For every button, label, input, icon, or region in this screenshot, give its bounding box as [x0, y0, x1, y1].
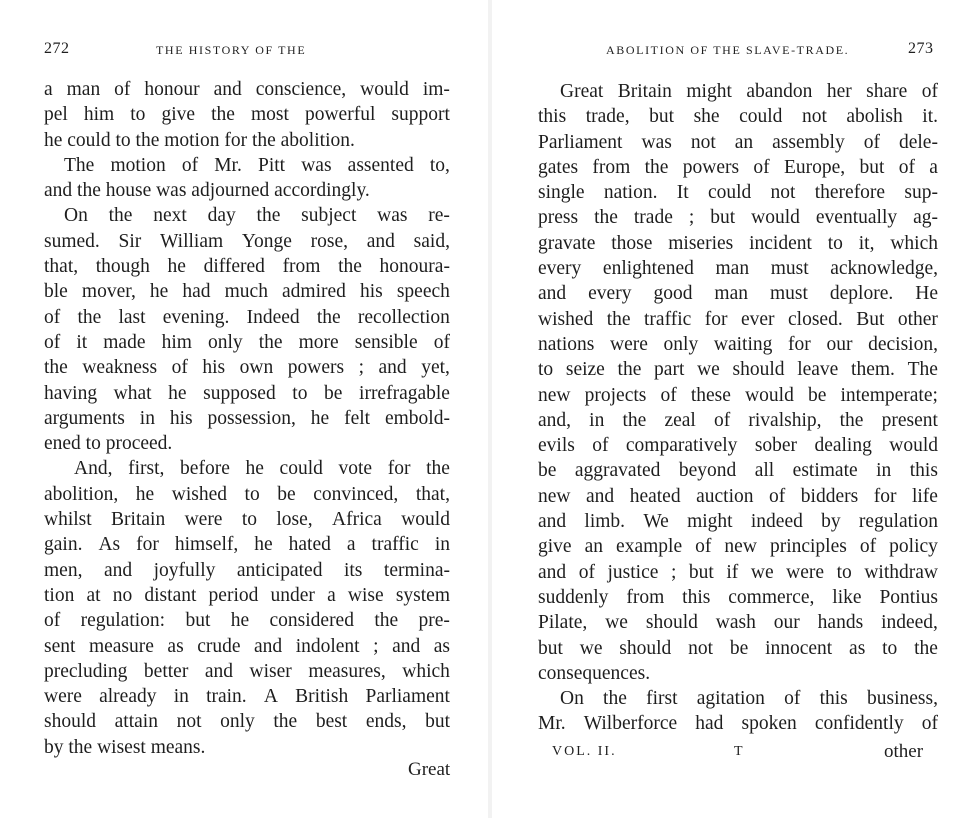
text-line: tion at no distant period under a wise system: [44, 584, 450, 606]
text-line: and of justice ; but if we were to withdraw: [538, 561, 938, 583]
text-line: gates from the powers of Europe, but of a: [538, 156, 938, 178]
text-line: he could to the motion for the abolition.: [44, 129, 355, 151]
text-line: men, and joyfully anticipated its termina-: [44, 559, 450, 581]
text-line: consequences.: [538, 662, 651, 684]
text-line: a man of honour and conscience, would im-: [44, 79, 450, 100]
page-body-text: [44, 77, 450, 760]
text-line: Pilate, we should wash our hands indeed,: [538, 612, 938, 634]
page-number: 272: [44, 40, 70, 57]
text-line: and limb. We might indeed by regulation: [538, 511, 938, 533]
text-line: ened to proceed.: [44, 433, 173, 455]
text-line: give an example of new principles of policy: [538, 536, 938, 558]
text-line: gain. As for himself, he hated a traffic in: [44, 534, 450, 556]
text-line: sent measure as crude and indolent ; and as: [44, 635, 450, 657]
text-line: sumed. Sir William Yonge rose, and said,: [44, 230, 450, 252]
page-body-text: [538, 79, 938, 737]
text-line: every enlightened man must acknowledge,: [538, 258, 938, 280]
text-line: pel him to give the most powerful support: [44, 104, 450, 126]
text-line: ble mover, he had much admired his speech: [44, 281, 450, 303]
text-line: On the first agitation of this business,: [560, 688, 938, 710]
text-line: abolition, he wished to be convinced, that,: [44, 483, 450, 505]
text-line: gravate those miseries incident to it, which: [538, 232, 938, 254]
text-line: and, in the zeal of rivalship, the present: [538, 409, 938, 431]
text-line: precluding better and wiser measures, which: [44, 660, 450, 682]
text-line: whilst Britain were to lose, Africa would: [44, 509, 450, 531]
right-page: [490, 0, 980, 818]
text-line: Great Britain might abandon her share of: [560, 81, 938, 102]
text-line: of it made him only the more sensible of: [44, 331, 450, 353]
text-line: arguments in his possession, he felt embold-: [44, 407, 450, 429]
volume-label: VOL. II.: [552, 744, 617, 759]
text-line: this trade, but she could not abolish it.: [538, 106, 938, 128]
running-head: ABOLITION OF THE SLAVE-TRADE.: [606, 43, 850, 57]
page-number: 273: [908, 40, 934, 57]
text-line: and every good man must deplore. He: [538, 283, 938, 305]
running-head: THE HISTORY OF THE: [156, 43, 307, 57]
text-line: press the trade ; but would eventually ag-: [538, 207, 938, 229]
text-line: having what he supposed to be irrefragable: [44, 382, 450, 404]
text-line: Mr. Wilberforce had spoken confidently of: [538, 713, 938, 735]
text-line: suddenly from this commerce, like Pontius: [538, 586, 938, 608]
text-line: by the wisest means.: [44, 736, 206, 758]
text-line: And, first, before he could vote for the: [74, 458, 450, 480]
text-line: to seize the part we should leave them. The: [538, 359, 938, 381]
text-line: single nation. It could not therefore sup-: [538, 182, 938, 204]
text-line: nations were only waiting for our decision,: [538, 333, 938, 355]
text-line: that, though he differed from the honoura-: [44, 256, 450, 278]
text-line: evils of comparatively sober dealing would: [538, 435, 938, 457]
text-line: were already in train. A British Parliament: [44, 686, 450, 708]
signature-mark: T: [734, 744, 745, 759]
text-line: of regulation: but he considered the pre-: [44, 610, 450, 632]
text-line: but we should not be innocent as to the: [538, 637, 938, 659]
text-line: and the house was adjourned accordingly.: [44, 180, 370, 202]
text-line: new projects of these would be intemperate;: [538, 384, 938, 406]
text-line: be aggravated beyond all estimate in this: [538, 460, 938, 482]
text-line: The motion of Mr. Pitt was assented to,: [64, 154, 450, 176]
catchword: other: [884, 741, 924, 762]
catchword: Great: [408, 759, 451, 780]
text-line: On the next day the subject was re-: [64, 205, 450, 227]
text-line: wished the traffic for ever closed. But other: [538, 308, 938, 330]
text-line: should attain not only the best ends, but: [44, 711, 450, 733]
text-line: new and heated auction of bidders for life: [538, 485, 938, 507]
text-line: of the last evening. Indeed the recollection: [44, 306, 450, 328]
text-line: Parliament was not an assembly of dele-: [538, 131, 938, 153]
text-line: the weakness of his own powers ; and yet,: [44, 357, 450, 379]
